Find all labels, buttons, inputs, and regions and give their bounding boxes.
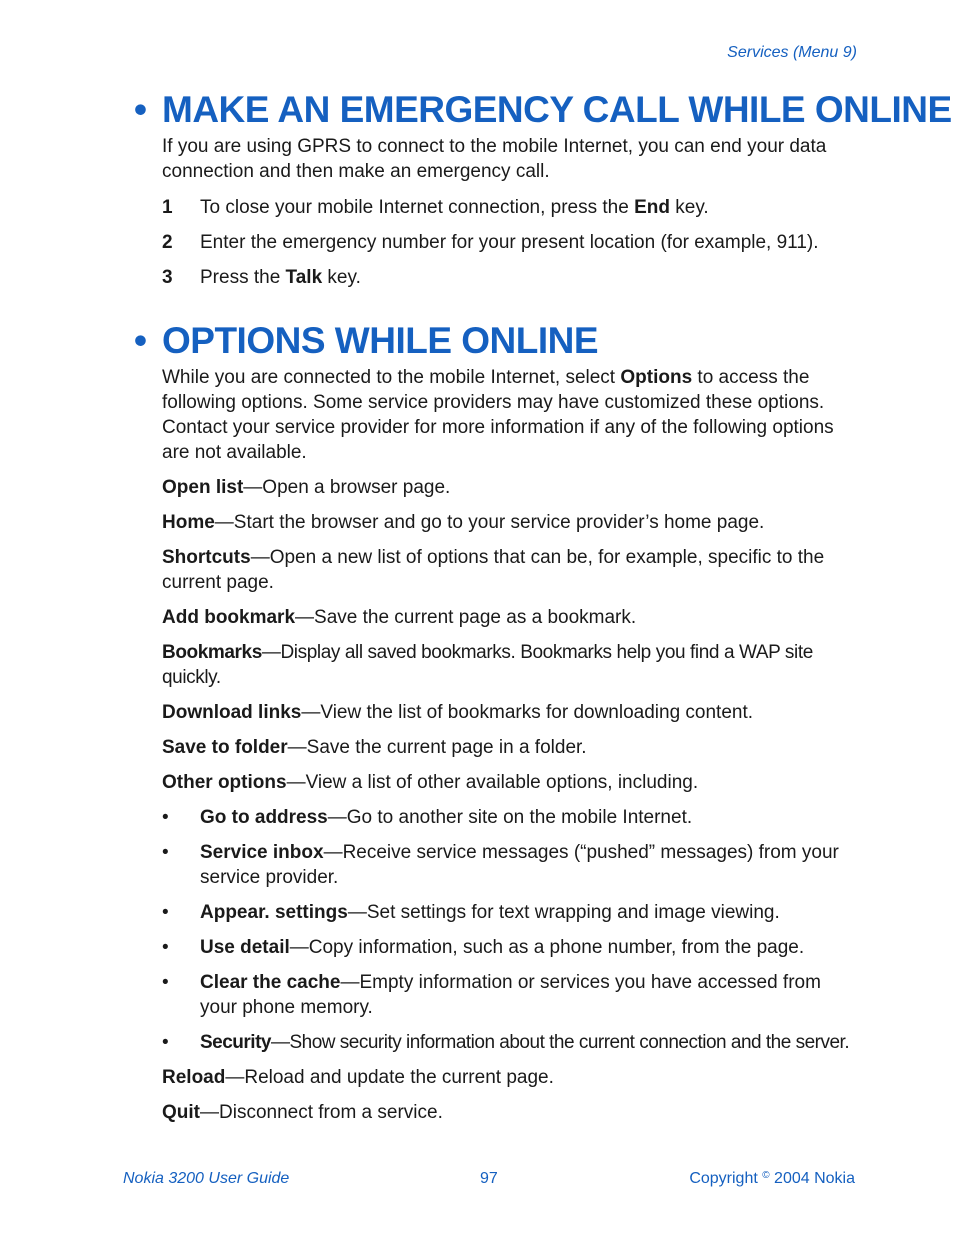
- step-number: 2: [162, 232, 173, 253]
- option-desc: —Disconnect from a service.: [200, 1102, 443, 1123]
- key-name: Talk: [285, 267, 323, 288]
- option-desc: —Copy information, such as a phone number, from the page.: [289, 937, 805, 958]
- step-text: Press the: [200, 267, 286, 288]
- page-number: 97: [480, 1170, 498, 1187]
- bullet-icon: •: [162, 1032, 169, 1053]
- other-options-list: [162, 805, 862, 1055]
- sub-option-item: [162, 840, 862, 890]
- option-desc: —Reload and update the current page.: [225, 1067, 554, 1088]
- step-item: [162, 230, 862, 255]
- footer-copyright: [689, 1170, 855, 1188]
- option-desc: —Open a new list of options that can be, for example, specific to the current page.: [162, 547, 825, 593]
- section-heading-emergency: [134, 88, 952, 132]
- option-desc: —Save the current page as a bookmark.: [295, 607, 637, 628]
- option-term: Use detail: [200, 937, 290, 958]
- sub-option-item: [162, 805, 862, 830]
- step-item: [162, 265, 862, 290]
- option-term: Reload: [162, 1067, 226, 1088]
- bullet-icon: •: [162, 807, 169, 828]
- option-desc: —Go to another site on the mobile Internet.: [327, 807, 693, 828]
- page-content: [134, 88, 952, 1125]
- option-desc: —Open a browser page.: [243, 477, 451, 498]
- heading-bullet: •: [134, 320, 147, 361]
- heading-bullet: •: [134, 89, 147, 130]
- option-item: [162, 545, 862, 595]
- running-head: Services (Menu 9): [727, 44, 857, 61]
- option-item: [162, 700, 862, 725]
- copyright-symbol: ©: [762, 1170, 770, 1181]
- section-title: MAKE AN EMERGENCY CALL WHILE ONLINE: [162, 89, 952, 130]
- section-heading-options: [134, 319, 862, 363]
- section-intro: [162, 365, 862, 465]
- option-item: [162, 1065, 862, 1090]
- step-text-end: key.: [669, 197, 709, 218]
- option-item: [162, 605, 862, 630]
- sub-option-item: [162, 970, 862, 1020]
- option-desc: —View a list of other available options, including.: [286, 772, 699, 793]
- remaining-options-list: [162, 1065, 862, 1125]
- bullet-icon: •: [162, 972, 169, 993]
- option-term: Quit: [162, 1102, 200, 1123]
- sub-option-item: [162, 935, 862, 960]
- option-desc: —Start the browser and go to your service provider’s home page.: [214, 512, 765, 533]
- bullet-icon: •: [162, 842, 169, 863]
- copyright-year: 2004 Nokia: [769, 1170, 855, 1187]
- step-text: Enter the emergency number for your present location (for example, 911).: [200, 232, 819, 253]
- option-term: Shortcuts: [162, 547, 251, 568]
- option-item: [162, 1100, 862, 1125]
- option-term: Open list: [162, 477, 244, 498]
- option-term: Bookmarks: [162, 642, 262, 663]
- step-text-end: key.: [322, 267, 361, 288]
- option-term: Download links: [162, 702, 302, 723]
- intro-text: While you are connected to the mobile Internet, select: [162, 367, 621, 388]
- option-desc: —Set settings for text wrapping and image viewing.: [347, 902, 780, 923]
- option-term: Home: [162, 512, 215, 533]
- option-term: Add bookmark: [162, 607, 296, 628]
- bullet-icon: •: [162, 902, 169, 923]
- option-desc: —View the list of bookmarks for downloading content.: [301, 702, 754, 723]
- option-item: [162, 770, 862, 795]
- option-desc: —Receive service messages (“pushed” messages) from your service provider.: [200, 842, 839, 888]
- option-desc: —Show security information about the current connection and the server.: [270, 1032, 850, 1053]
- key-name: End: [634, 197, 670, 218]
- option-desc: —Save the current page in a folder.: [287, 737, 587, 758]
- sub-option-item: [162, 1030, 862, 1055]
- section-intro: If you are using GPRS to connect to the mobile Internet, you can end your data connection and then make an emergency call.: [162, 136, 827, 182]
- step-number: 3: [162, 267, 173, 288]
- option-term: Clear the cache: [200, 972, 341, 993]
- option-term: Service inbox: [200, 842, 324, 863]
- option-term: Security: [200, 1032, 271, 1053]
- section-title: OPTIONS WHILE ONLINE: [162, 320, 599, 361]
- option-term: Go to address: [200, 807, 328, 828]
- option-term: Save to folder: [162, 737, 288, 758]
- option-desc: —Display all saved bookmarks. Bookmarks help you find a WAP site quickly.: [162, 642, 813, 688]
- bullet-icon: •: [162, 937, 169, 958]
- options-list: [162, 475, 862, 795]
- step-number: 1: [162, 197, 173, 218]
- option-item: [162, 640, 862, 690]
- options-key: Options: [620, 367, 693, 388]
- option-item: [162, 475, 862, 500]
- intro-text-end: to access the following options. Some service providers may have customized these options. Contact your service provider for more information if any of the following options are not available.: [162, 367, 834, 463]
- step-text: To close your mobile Internet connection, press the: [200, 197, 635, 218]
- option-desc: —Empty information or services you have accessed from your phone memory.: [200, 972, 821, 1018]
- sub-option-item: [162, 900, 862, 925]
- steps-list: [162, 195, 862, 290]
- option-term: Appear. settings: [200, 902, 348, 923]
- option-term: Other options: [162, 772, 287, 793]
- option-item: [162, 510, 862, 535]
- footer-guide-title: Nokia 3200 User Guide: [123, 1170, 290, 1187]
- option-item: [162, 735, 862, 760]
- copyright-text: Copyright: [689, 1170, 763, 1187]
- step-item: [162, 195, 862, 220]
